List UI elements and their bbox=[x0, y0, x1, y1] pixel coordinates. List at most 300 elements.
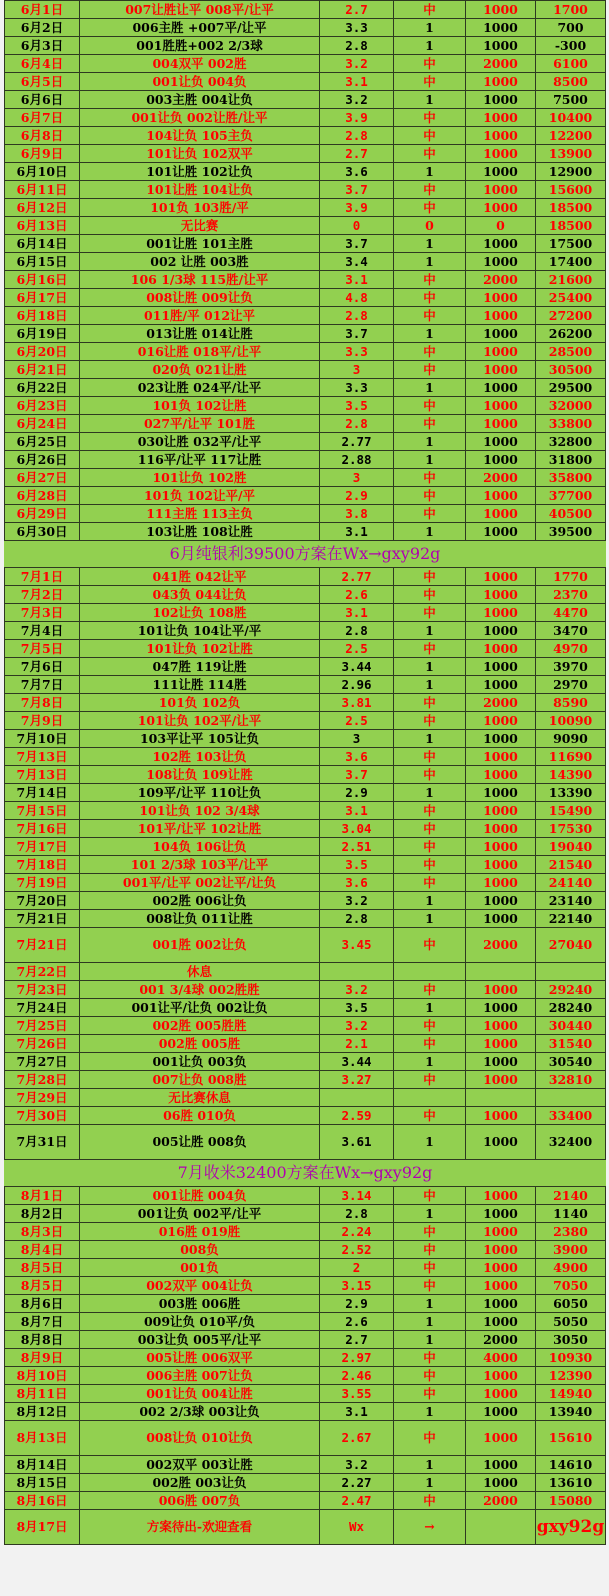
balance-cell: 8590 bbox=[536, 694, 606, 712]
match-picks-cell: 001平/让平 002让平/让负 bbox=[80, 874, 320, 892]
stake-cell: 1000 bbox=[466, 712, 536, 730]
table-body bbox=[5, 1, 606, 1545]
match-picks-cell: 013让胜 014让胜 bbox=[80, 325, 320, 343]
balance-cell: -300 bbox=[536, 37, 606, 55]
match-picks-cell: 020负 021让胜 bbox=[80, 361, 320, 379]
match-picks-cell: 101 2/3球 103平/让平 bbox=[80, 856, 320, 874]
balance-cell: 32810 bbox=[536, 1071, 606, 1089]
stake-cell bbox=[466, 1089, 536, 1107]
odds-cell: 3.5 bbox=[320, 397, 394, 415]
balance-cell bbox=[536, 963, 606, 981]
match-picks-cell: 002 2/3球 003让负 bbox=[80, 1403, 320, 1421]
result-cell: → bbox=[394, 1510, 466, 1545]
odds-cell: 2.24 bbox=[320, 1223, 394, 1241]
result-cell: 中 bbox=[394, 586, 466, 604]
result-cell: 中 bbox=[394, 1035, 466, 1053]
match-picks-cell: 103平让平 105让负 bbox=[80, 730, 320, 748]
odds-cell: 2.97 bbox=[320, 1349, 394, 1367]
month-summary-banner bbox=[5, 1160, 606, 1187]
match-picks-cell: 101负 102负 bbox=[80, 694, 320, 712]
odds-cell: 3.27 bbox=[320, 1071, 394, 1089]
match-picks-cell: 016胜 019胜 bbox=[80, 1223, 320, 1241]
balance-cell: 4900 bbox=[536, 1259, 606, 1277]
table-row bbox=[5, 1295, 606, 1313]
stake-cell: 1000 bbox=[466, 1421, 536, 1456]
result-cell: 1 bbox=[394, 892, 466, 910]
result-cell: 中 bbox=[394, 838, 466, 856]
result-cell: 1 bbox=[394, 325, 466, 343]
odds-cell: 3.61 bbox=[320, 1125, 394, 1160]
table-row bbox=[5, 1313, 606, 1331]
stake-cell: 1000 bbox=[466, 1053, 536, 1071]
match-picks-cell: 001让胜 101主胜 bbox=[80, 235, 320, 253]
odds-cell: 2.9 bbox=[320, 1295, 394, 1313]
result-cell: 中 bbox=[394, 1, 466, 19]
match-picks-cell: 001让负 002平/让平 bbox=[80, 1205, 320, 1223]
table-row bbox=[5, 838, 606, 856]
match-picks-cell: 102让负 108胜 bbox=[80, 604, 320, 622]
table-row bbox=[5, 271, 606, 289]
odds-cell: 3.9 bbox=[320, 109, 394, 127]
date-cell: 6月24日 bbox=[5, 415, 80, 433]
stake-cell bbox=[466, 963, 536, 981]
balance-cell: 15080 bbox=[536, 1492, 606, 1510]
result-cell: 中 bbox=[394, 1071, 466, 1089]
date-cell: 7月13日 bbox=[5, 748, 80, 766]
result-cell: 1 bbox=[394, 163, 466, 181]
date-cell: 7月4日 bbox=[5, 622, 80, 640]
stake-cell: 1000 bbox=[466, 676, 536, 694]
odds-cell: 3.7 bbox=[320, 325, 394, 343]
odds-cell: 3 bbox=[320, 730, 394, 748]
stake-cell: 1000 bbox=[466, 1385, 536, 1403]
balance-cell: 27200 bbox=[536, 307, 606, 325]
result-cell: 中 bbox=[394, 1241, 466, 1259]
result-cell: 中 bbox=[394, 1107, 466, 1125]
stake-cell: 1000 bbox=[466, 748, 536, 766]
match-picks-cell: 001让胜 004负 bbox=[80, 1187, 320, 1205]
odds-cell: 3.5 bbox=[320, 856, 394, 874]
result-cell: 中 bbox=[394, 1367, 466, 1385]
balance-cell: 2370 bbox=[536, 586, 606, 604]
match-picks-cell: 103让胜 108让胜 bbox=[80, 523, 320, 541]
odds-cell: 3.6 bbox=[320, 874, 394, 892]
odds-cell: 3.7 bbox=[320, 181, 394, 199]
table-row bbox=[5, 451, 606, 469]
date-cell: 7月17日 bbox=[5, 838, 80, 856]
date-cell: 8月9日 bbox=[5, 1349, 80, 1367]
balance-cell: 13900 bbox=[536, 145, 606, 163]
date-cell: 7月10日 bbox=[5, 730, 80, 748]
balance-cell: 10090 bbox=[536, 712, 606, 730]
date-cell: 7月15日 bbox=[5, 802, 80, 820]
odds-cell: 2.51 bbox=[320, 838, 394, 856]
stake-cell: 1000 bbox=[466, 1071, 536, 1089]
result-cell: 中 bbox=[394, 55, 466, 73]
balance-cell: 30440 bbox=[536, 1017, 606, 1035]
odds-cell: 2.5 bbox=[320, 712, 394, 730]
result-cell: 中 bbox=[394, 856, 466, 874]
date-cell: 6月12日 bbox=[5, 199, 80, 217]
result-cell: 中 bbox=[394, 415, 466, 433]
table-row bbox=[5, 1385, 606, 1403]
result-cell: 中 bbox=[394, 928, 466, 963]
table-row bbox=[5, 1125, 606, 1160]
odds-cell: 3.2 bbox=[320, 1456, 394, 1474]
table-row bbox=[5, 1403, 606, 1421]
table-row bbox=[5, 217, 606, 235]
banner-text: 6月纯银利39500方案在Wx→gxy92g bbox=[5, 541, 606, 568]
odds-cell: 3.6 bbox=[320, 748, 394, 766]
date-cell: 7月23日 bbox=[5, 981, 80, 999]
stake-cell: 1000 bbox=[466, 1, 536, 19]
balance-cell: 2380 bbox=[536, 1223, 606, 1241]
match-picks-cell: 101负 103胜/平 bbox=[80, 199, 320, 217]
odds-cell: 3.1 bbox=[320, 1403, 394, 1421]
match-picks-cell: 001让负 002让胜/让平 bbox=[80, 109, 320, 127]
result-cell: 中 bbox=[394, 640, 466, 658]
stake-cell: 1000 bbox=[466, 568, 536, 586]
date-cell: 6月7日 bbox=[5, 109, 80, 127]
balance-cell: 19040 bbox=[536, 838, 606, 856]
date-cell: 8月7日 bbox=[5, 1313, 80, 1331]
odds-cell: 3.55 bbox=[320, 1385, 394, 1403]
stake-cell: 1000 bbox=[466, 109, 536, 127]
result-cell: 1 bbox=[394, 622, 466, 640]
stake-cell: 2000 bbox=[466, 1492, 536, 1510]
table-row bbox=[5, 55, 606, 73]
stake-cell: 0 bbox=[466, 217, 536, 235]
result-cell: 1 bbox=[394, 433, 466, 451]
result-cell: 中 bbox=[394, 469, 466, 487]
date-cell: 6月18日 bbox=[5, 307, 80, 325]
table-row bbox=[5, 999, 606, 1017]
table-row bbox=[5, 676, 606, 694]
result-cell: 中 bbox=[394, 271, 466, 289]
date-cell: 6月9日 bbox=[5, 145, 80, 163]
balance-cell: 15600 bbox=[536, 181, 606, 199]
result-cell: 1 bbox=[394, 1474, 466, 1492]
odds-cell: 3.3 bbox=[320, 19, 394, 37]
balance-cell: 3900 bbox=[536, 1241, 606, 1259]
stake-cell: 1000 bbox=[466, 451, 536, 469]
result-cell: 1 bbox=[394, 91, 466, 109]
stake-cell: 1000 bbox=[466, 999, 536, 1017]
date-cell: 7月14日 bbox=[5, 784, 80, 802]
match-picks-cell: 101让负 102双平 bbox=[80, 145, 320, 163]
odds-cell: 2.7 bbox=[320, 1331, 394, 1349]
stake-cell: 1000 bbox=[466, 1241, 536, 1259]
date-cell: 8月1日 bbox=[5, 1187, 80, 1205]
balance-cell: 23140 bbox=[536, 892, 606, 910]
table-row bbox=[5, 343, 606, 361]
date-cell: 7月7日 bbox=[5, 676, 80, 694]
odds-cell: 2.6 bbox=[320, 586, 394, 604]
match-picks-cell: 001让平/让负 002让负 bbox=[80, 999, 320, 1017]
date-cell: 7月26日 bbox=[5, 1035, 80, 1053]
balance-cell: 35800 bbox=[536, 469, 606, 487]
stake-cell: 1000 bbox=[466, 523, 536, 541]
match-picks-cell: 003主胜 004让负 bbox=[80, 91, 320, 109]
stake-cell: 1000 bbox=[466, 37, 536, 55]
result-cell: 中 bbox=[394, 1277, 466, 1295]
table-row bbox=[5, 73, 606, 91]
table-row bbox=[5, 1071, 606, 1089]
table-row bbox=[5, 856, 606, 874]
balance-cell: 30540 bbox=[536, 1053, 606, 1071]
date-cell: 6月15日 bbox=[5, 253, 80, 271]
stake-cell: 1000 bbox=[466, 145, 536, 163]
stake-cell: 2000 bbox=[466, 55, 536, 73]
match-picks-cell: 004双平 002胜 bbox=[80, 55, 320, 73]
stake-cell: 1000 bbox=[466, 1107, 536, 1125]
table-row bbox=[5, 963, 606, 981]
table-row bbox=[5, 415, 606, 433]
stake-cell: 1000 bbox=[466, 307, 536, 325]
match-picks-cell: 008让负 011让胜 bbox=[80, 910, 320, 928]
odds-cell: 3.5 bbox=[320, 999, 394, 1017]
result-cell: 1 bbox=[394, 451, 466, 469]
table-row bbox=[5, 928, 606, 963]
odds-cell: 3.1 bbox=[320, 604, 394, 622]
stake-cell: 1000 bbox=[466, 1187, 536, 1205]
result-cell: 0 bbox=[394, 217, 466, 235]
odds-cell: 3.14 bbox=[320, 1187, 394, 1205]
odds-cell: 3.3 bbox=[320, 343, 394, 361]
betting-record-table bbox=[4, 0, 606, 1545]
date-cell: 7月31日 bbox=[5, 1125, 80, 1160]
odds-cell: Wx bbox=[320, 1510, 394, 1545]
date-cell: 7月22日 bbox=[5, 963, 80, 981]
odds-cell: 3.1 bbox=[320, 523, 394, 541]
date-cell: 8月2日 bbox=[5, 1205, 80, 1223]
stake-cell: 1000 bbox=[466, 1017, 536, 1035]
table-row bbox=[5, 145, 606, 163]
table-row bbox=[5, 1456, 606, 1474]
result-cell: 中 bbox=[394, 748, 466, 766]
stake-cell: 1000 bbox=[466, 325, 536, 343]
result-cell: 中 bbox=[394, 712, 466, 730]
date-cell: 6月5日 bbox=[5, 73, 80, 91]
balance-cell: 32400 bbox=[536, 1125, 606, 1160]
stake-cell: 1000 bbox=[466, 379, 536, 397]
date-cell: 7月3日 bbox=[5, 604, 80, 622]
match-picks-cell: 002胜 005胜胜 bbox=[80, 1017, 320, 1035]
date-cell: 6月8日 bbox=[5, 127, 80, 145]
stake-cell: 1000 bbox=[466, 505, 536, 523]
date-cell: 7月27日 bbox=[5, 1053, 80, 1071]
match-picks-cell: 06胜 010负 bbox=[80, 1107, 320, 1125]
match-picks-cell: 101让负 102 3/4球 bbox=[80, 802, 320, 820]
date-cell: 7月2日 bbox=[5, 586, 80, 604]
stake-cell: 2000 bbox=[466, 694, 536, 712]
result-cell: 中 bbox=[394, 73, 466, 91]
table-row bbox=[5, 127, 606, 145]
result-cell: 中 bbox=[394, 981, 466, 999]
date-cell: 8月12日 bbox=[5, 1403, 80, 1421]
date-cell: 7月28日 bbox=[5, 1071, 80, 1089]
balance-cell: 15610 bbox=[536, 1421, 606, 1456]
date-cell: 6月1日 bbox=[5, 1, 80, 19]
result-cell: 1 bbox=[394, 523, 466, 541]
date-cell: 6月21日 bbox=[5, 361, 80, 379]
result-cell: 中 bbox=[394, 604, 466, 622]
match-picks-cell: 104负 106让负 bbox=[80, 838, 320, 856]
result-cell: 中 bbox=[394, 343, 466, 361]
result-cell: 中 bbox=[394, 181, 466, 199]
stake-cell: 1000 bbox=[466, 1035, 536, 1053]
table-row bbox=[5, 1205, 606, 1223]
odds-cell: 2.88 bbox=[320, 451, 394, 469]
table-row bbox=[5, 802, 606, 820]
match-picks-cell: 101让负 102让胜 bbox=[80, 640, 320, 658]
match-picks-cell: 005让胜 006双平 bbox=[80, 1349, 320, 1367]
match-picks-cell: 003胜 006胜 bbox=[80, 1295, 320, 1313]
odds-cell: 3.9 bbox=[320, 199, 394, 217]
date-cell: 8月17日 bbox=[5, 1510, 80, 1545]
match-picks-cell: 116平/让平 117让胜 bbox=[80, 451, 320, 469]
date-cell: 7月21日 bbox=[5, 910, 80, 928]
balance-cell bbox=[536, 1089, 606, 1107]
odds-cell: 3.7 bbox=[320, 766, 394, 784]
balance-cell: 4470 bbox=[536, 604, 606, 622]
match-picks-cell: 002双平 004让负 bbox=[80, 1277, 320, 1295]
stake-cell: 1000 bbox=[466, 1277, 536, 1295]
table-row bbox=[5, 1017, 606, 1035]
result-cell: 1 bbox=[394, 730, 466, 748]
table-row bbox=[5, 568, 606, 586]
result-cell: 中 bbox=[394, 199, 466, 217]
stake-cell: 1000 bbox=[466, 1313, 536, 1331]
match-picks-cell: 002双平 003让胜 bbox=[80, 1456, 320, 1474]
date-cell: 6月14日 bbox=[5, 235, 80, 253]
date-cell: 6月4日 bbox=[5, 55, 80, 73]
stake-cell: 1000 bbox=[466, 802, 536, 820]
table-row bbox=[5, 748, 606, 766]
table-row bbox=[5, 325, 606, 343]
date-cell: 6月11日 bbox=[5, 181, 80, 199]
result-cell: 1 bbox=[394, 784, 466, 802]
date-cell: 7月30日 bbox=[5, 1107, 80, 1125]
result-cell: 1 bbox=[394, 1205, 466, 1223]
stake-cell: 1000 bbox=[466, 766, 536, 784]
table-row bbox=[5, 1241, 606, 1259]
stake-cell: 1000 bbox=[466, 604, 536, 622]
date-cell: 7月6日 bbox=[5, 658, 80, 676]
date-cell: 6月19日 bbox=[5, 325, 80, 343]
result-cell: 1 bbox=[394, 910, 466, 928]
result-cell: 1 bbox=[394, 235, 466, 253]
balance-cell: 21600 bbox=[536, 271, 606, 289]
table-row bbox=[5, 981, 606, 999]
odds-cell: 2.52 bbox=[320, 1241, 394, 1259]
balance-cell: 14610 bbox=[536, 1456, 606, 1474]
stake-cell: 1000 bbox=[466, 361, 536, 379]
odds-cell: 2.9 bbox=[320, 487, 394, 505]
date-cell: 8月3日 bbox=[5, 1223, 80, 1241]
odds-cell: 3 bbox=[320, 469, 394, 487]
odds-cell: 2.8 bbox=[320, 622, 394, 640]
result-cell: 中 bbox=[394, 307, 466, 325]
balance-cell: 7050 bbox=[536, 1277, 606, 1295]
result-cell: 1 bbox=[394, 1053, 466, 1071]
balance-cell: 29240 bbox=[536, 981, 606, 999]
result-cell: 1 bbox=[394, 1313, 466, 1331]
match-picks-cell: 101平/让平 102让胜 bbox=[80, 820, 320, 838]
odds-cell: 2.77 bbox=[320, 568, 394, 586]
date-cell: 6月29日 bbox=[5, 505, 80, 523]
table-row bbox=[5, 820, 606, 838]
match-picks-cell: 009让负 010平/负 bbox=[80, 1313, 320, 1331]
table-row bbox=[5, 1474, 606, 1492]
table-row bbox=[5, 712, 606, 730]
date-cell: 7月1日 bbox=[5, 568, 80, 586]
balance-cell: 3470 bbox=[536, 622, 606, 640]
balance-cell: 12200 bbox=[536, 127, 606, 145]
match-picks-cell: 043负 044让负 bbox=[80, 586, 320, 604]
table-row bbox=[5, 1223, 606, 1241]
date-cell: 8月14日 bbox=[5, 1456, 80, 1474]
table-row bbox=[5, 766, 606, 784]
match-picks-cell: 007让负 008胜 bbox=[80, 1071, 320, 1089]
match-picks-cell: 027平/让平 101胜 bbox=[80, 415, 320, 433]
result-cell: 中 bbox=[394, 505, 466, 523]
result-cell: 中 bbox=[394, 145, 466, 163]
balance-cell: 28500 bbox=[536, 343, 606, 361]
odds-cell: 2.7 bbox=[320, 1, 394, 19]
result-cell: 中 bbox=[394, 820, 466, 838]
match-picks-cell: 008负 bbox=[80, 1241, 320, 1259]
match-picks-cell: 001让负 004负 bbox=[80, 73, 320, 91]
balance-cell: 2140 bbox=[536, 1187, 606, 1205]
odds-cell: 3.2 bbox=[320, 91, 394, 109]
balance-cell: 7500 bbox=[536, 91, 606, 109]
balance-cell: 21540 bbox=[536, 856, 606, 874]
table-row bbox=[5, 1421, 606, 1456]
match-picks-cell: 006主胜 +007平/让平 bbox=[80, 19, 320, 37]
balance-cell: 8500 bbox=[536, 73, 606, 91]
table-row bbox=[5, 622, 606, 640]
balance-cell: 1700 bbox=[536, 1, 606, 19]
odds-cell: 2.9 bbox=[320, 784, 394, 802]
stake-cell: 1000 bbox=[466, 289, 536, 307]
date-cell: 8月10日 bbox=[5, 1367, 80, 1385]
balance-cell: 31800 bbox=[536, 451, 606, 469]
odds-cell: 2.67 bbox=[320, 1421, 394, 1456]
odds-cell: 3.1 bbox=[320, 802, 394, 820]
stake-cell: 1000 bbox=[466, 1456, 536, 1474]
stake-cell: 1000 bbox=[466, 235, 536, 253]
stake-cell: 1000 bbox=[466, 856, 536, 874]
table-row bbox=[5, 379, 606, 397]
result-cell: 1 bbox=[394, 379, 466, 397]
balance-cell: 27040 bbox=[536, 928, 606, 963]
date-cell: 7月29日 bbox=[5, 1089, 80, 1107]
match-picks-cell: 002 让胜 003胜 bbox=[80, 253, 320, 271]
odds-cell: 3.6 bbox=[320, 163, 394, 181]
table-row bbox=[5, 487, 606, 505]
stake-cell: 1000 bbox=[466, 1403, 536, 1421]
match-picks-cell: 030让胜 032平/让平 bbox=[80, 433, 320, 451]
balance-cell: 40500 bbox=[536, 505, 606, 523]
date-cell: 7月25日 bbox=[5, 1017, 80, 1035]
balance-cell: 17530 bbox=[536, 820, 606, 838]
result-cell: 中 bbox=[394, 487, 466, 505]
stake-cell bbox=[466, 1510, 536, 1545]
match-picks-cell: 047胜 119让胜 bbox=[80, 658, 320, 676]
match-picks-cell: 101让负 102胜 bbox=[80, 469, 320, 487]
table-row bbox=[5, 658, 606, 676]
